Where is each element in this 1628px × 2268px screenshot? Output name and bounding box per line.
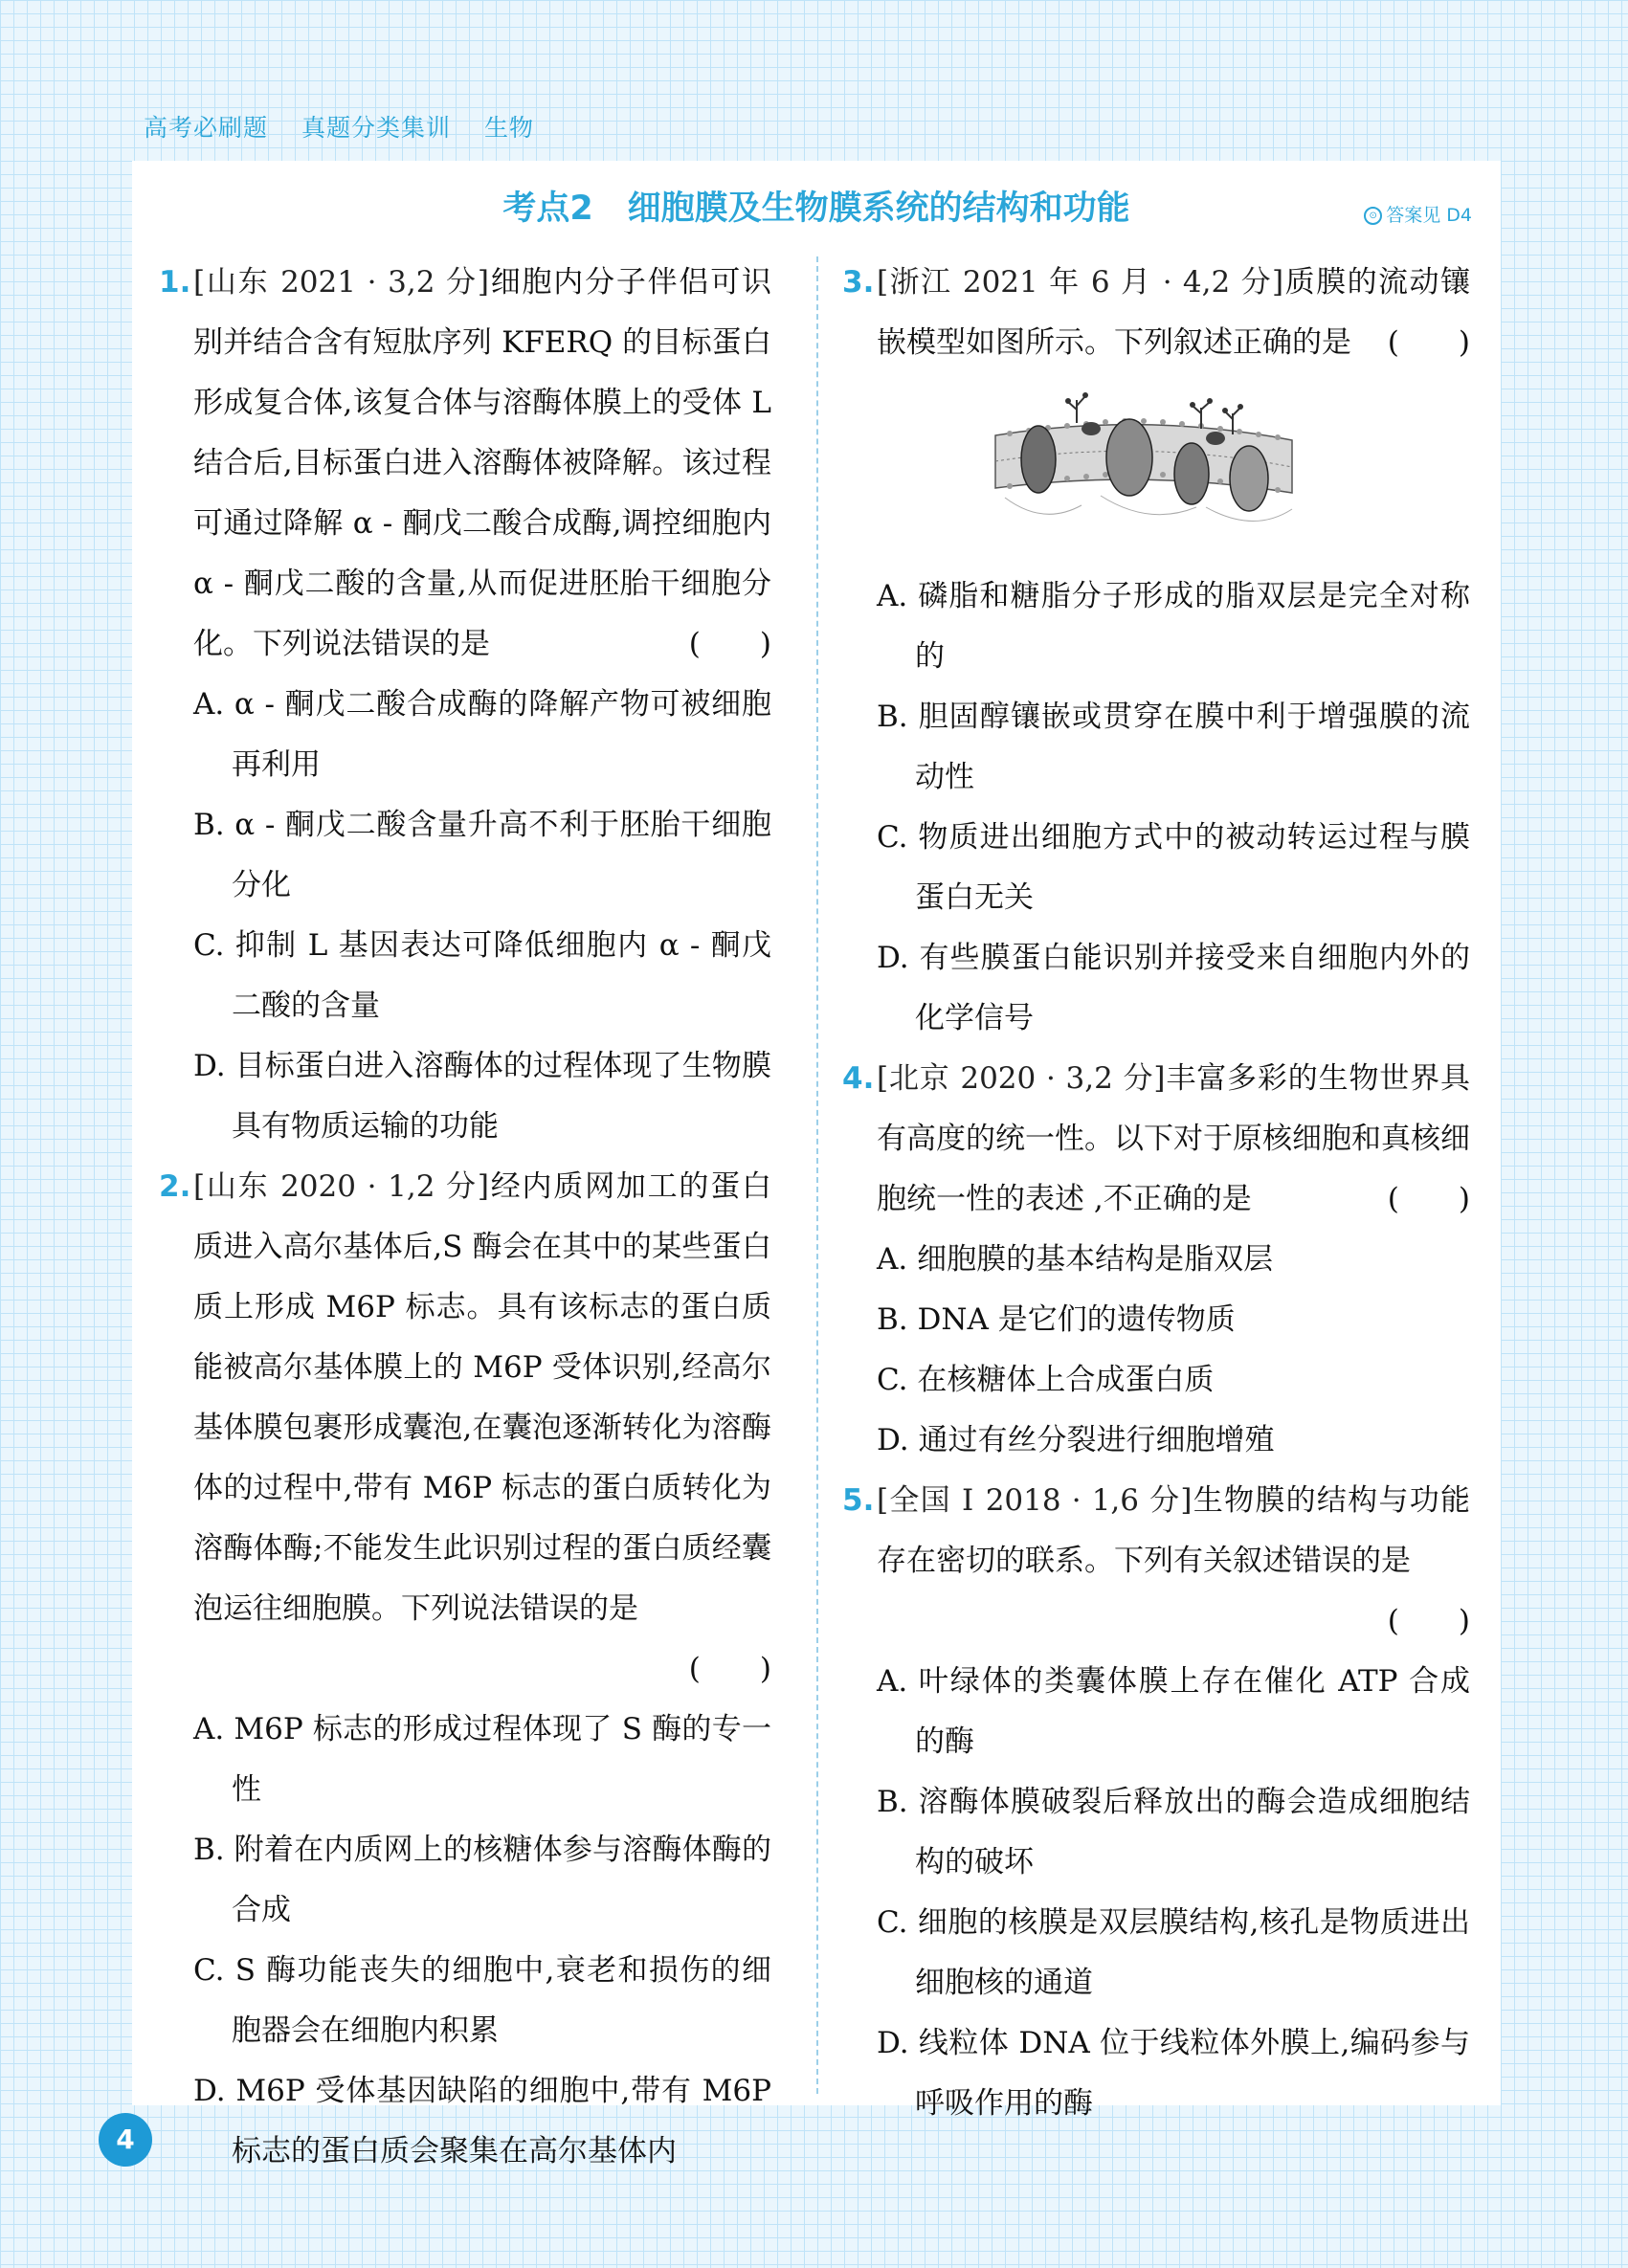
answer-bracket: ( ) (1387, 325, 1470, 360)
question-text: 质膜的流动镶嵌模型如图所示。下列叙述正确的是 (877, 265, 1471, 360)
question-stem (842, 253, 1470, 373)
answer-ref-text: 答案见 D4 (1386, 205, 1472, 226)
option-b: B. α - 酮戊二酸含量升高不利于胚胎干细胞分化 (193, 808, 771, 902)
page-number: 4 (99, 2113, 152, 2167)
option-c: C. 抑制 L 基因表达可降低细胞内 α - 酮戊二酸的含量 (193, 928, 771, 1023)
question-stem (159, 1157, 771, 1639)
page-card (132, 161, 1501, 2168)
option-c: C. 物质进出细胞方式中的被动转运过程与膜蛋白无关 (877, 820, 1470, 915)
question-source: [浙江 2021 年 6 月 · 4,2 分] (877, 265, 1284, 300)
option-a: A. M6P 标志的形成过程体现了 S 酶的专一性 (193, 1712, 771, 1807)
question-number: 5. (842, 1483, 875, 1518)
question-stem (842, 1049, 1470, 1230)
column-divider (816, 256, 818, 2094)
option-b: B. 溶酶体膜破裂后释放出的酶会造成细胞结构的破坏 (877, 1785, 1470, 1879)
answer-bracket: ( ) (1387, 1604, 1470, 1638)
question-text: 经内质网加工的蛋白质进入高尔基体后,S 酶会在其中的某些蛋白质上形成 M6P 标志。具有该标志的蛋白质能被高尔基体膜上的 M6P 受体识别,经高尔基体膜包裹形成囊泡,在囊泡逐渐转化为溶酶体的过程中,带有 M6P 标志的蛋白质转化为溶酶体酶;不能发生此识别过程的蛋白质经囊泡运往细胞膜。下列说法错误的是 (193, 1169, 772, 1626)
question-source: [北京 2020 · 3,2 分] (877, 1061, 1166, 1096)
option-d: D. 通过有丝分裂进行细胞增殖 (877, 1423, 1275, 1457)
question-3 (842, 253, 1470, 1049)
answer-reference (1364, 201, 1472, 227)
option-c: C. S 酶功能丧失的细胞中,衰老和损伤的细胞器会在细胞内积累 (193, 1953, 771, 2048)
book-header (144, 109, 559, 144)
left-column (159, 253, 771, 2182)
question-1 (159, 253, 771, 1157)
book-title: 高考必刷题 (144, 114, 269, 142)
option-a: A. 磷脂和糖脂分子形成的脂双层是完全对称的 (877, 579, 1470, 674)
answer-ref-icon: ⊙ (1364, 207, 1382, 225)
question-source: [全国 Ⅰ 2018 · 1,6 分] (877, 1483, 1193, 1518)
question-number: 4. (842, 1061, 875, 1096)
series-title: 真题分类集训 (301, 114, 451, 142)
section-number: 考点2 (502, 189, 593, 228)
answer-bracket: ( ) (688, 627, 771, 661)
option-a: A. 叶绿体的类囊体膜上存在催化 ATP 合成的酶 (877, 1664, 1470, 1759)
membrane-model-figure (986, 383, 1302, 536)
option-c: C. 在核糖体上合成蛋白质 (877, 1363, 1215, 1397)
option-b: B. 胆固醇镶嵌或贯穿在膜中利于增强膜的流动性 (877, 700, 1470, 794)
question-stem (159, 253, 771, 675)
option-d: D. 线粒体 DNA 位于线粒体外膜上,编码参与呼吸作用的酶 (877, 2026, 1470, 2121)
section-name: 细胞膜及生物膜系统的结构和功能 (627, 189, 1130, 228)
option-b: B. 附着在内质网上的核糖体参与溶酶体酶的合成 (193, 1833, 771, 1927)
section-title (132, 182, 1501, 230)
option-a: A. α - 酮戊二酸合成酶的降解产物可被细胞再利用 (193, 687, 771, 782)
question-stem (842, 1471, 1470, 1591)
question-5 (842, 1471, 1470, 2134)
subject-title: 生物 (483, 114, 534, 142)
answer-bracket: ( ) (1387, 1182, 1470, 1216)
question-source: [山东 2021 · 3,2 分] (193, 265, 489, 300)
question-2 (159, 1157, 771, 2182)
option-d: D. 有些膜蛋白能识别并接受来自细胞内外的化学信号 (877, 941, 1470, 1035)
question-text: 丰富多彩的生物世界具有高度的统一性。以下对于原核细胞和真核细胞统一性的表述 ,不正确的是 (877, 1061, 1471, 1216)
answer-bracket: ( ) (688, 1652, 771, 1686)
question-number: 3. (842, 265, 875, 300)
question-text: 生物膜的结构与功能存在密切的联系。下列有关叙述错误的是 (877, 1483, 1470, 1578)
right-column (842, 253, 1470, 2134)
question-number: 1. (159, 265, 191, 300)
option-b: B. DNA 是它们的遗传物质 (877, 1302, 1236, 1337)
question-4 (842, 1049, 1470, 1471)
question-text: 细胞内分子伴侣可识别并结合含有短肽序列 KFERQ 的目标蛋白形成复合体,该复合体与溶酶体膜上的受体 L 结合后,目标蛋白进入溶酶体被降解。该过程可通过降解 α - 酮戊二酸合成酶,调控细胞内α - 酮戊二酸的含量,从而促进胚胎干细胞分化。下列说法错误的是 (193, 265, 772, 661)
question-source: [山东 2020 · 1,2 分] (193, 1169, 489, 1204)
option-d: D. 目标蛋白进入溶酶体的过程体现了生物膜具有物质运输的功能 (193, 1049, 771, 1144)
option-a: A. 细胞膜的基本结构是脂双层 (877, 1242, 1274, 1277)
question-number: 2. (159, 1169, 191, 1204)
option-d: D. M6P 受体基因缺陷的细胞中,带有 M6P 标志的蛋白质会聚集在高尔基体内 (193, 2074, 771, 2168)
option-c: C. 细胞的核膜是双层膜结构,核孔是物质进出细胞核的通道 (877, 1905, 1470, 2000)
